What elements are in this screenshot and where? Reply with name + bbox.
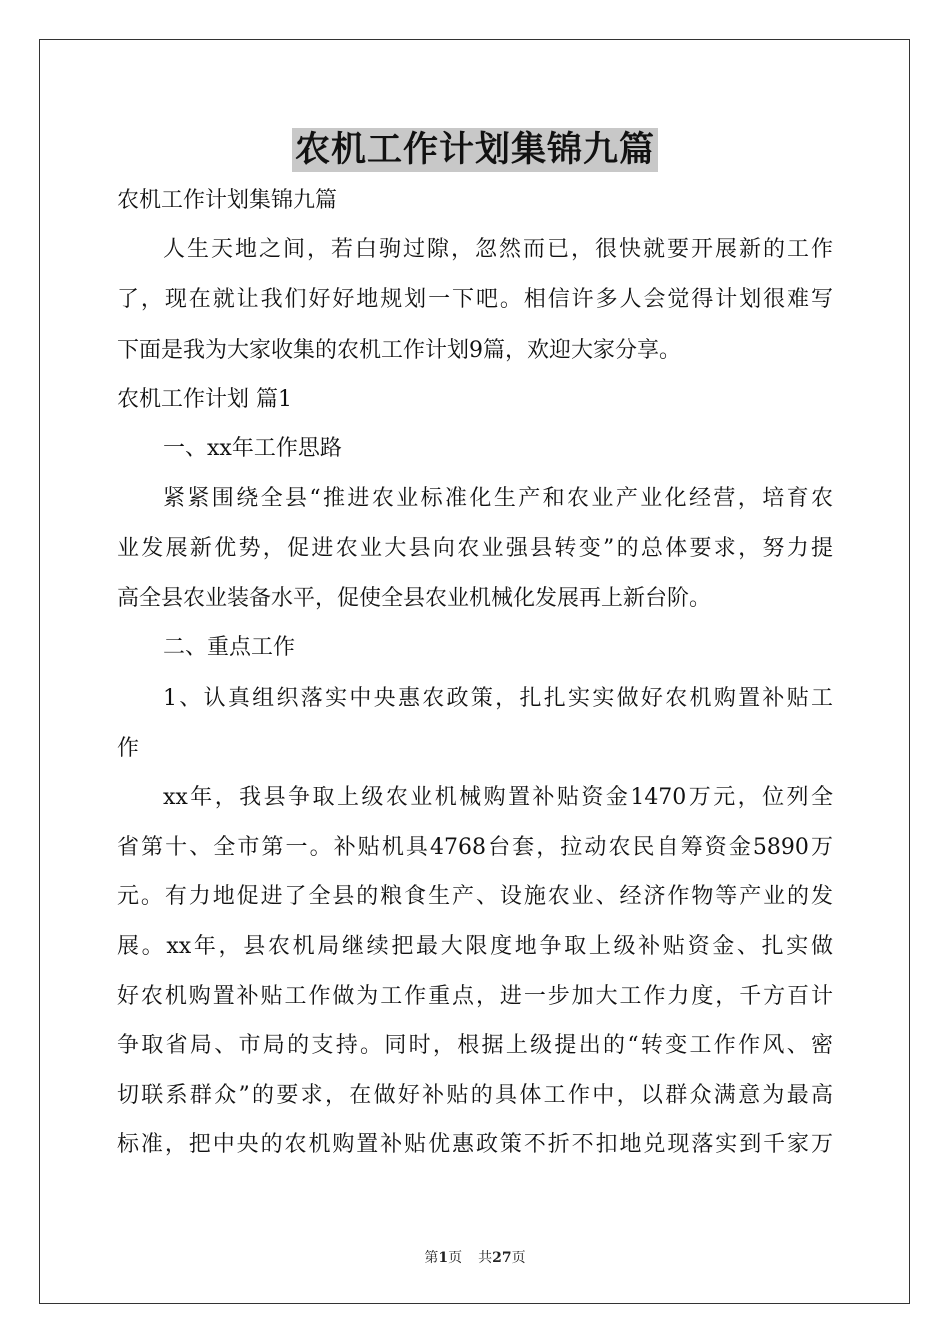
paragraph-line: 紧紧围绕全县“推进农业标准化生产和农业产业化经营，培育农	[163, 486, 833, 511]
paragraph-line: 业发展新优势，促进农业大县向农业强县转变”的总体要求，努力提	[117, 536, 833, 561]
section-heading: 农机工作计划 篇1	[117, 387, 292, 412]
paragraph-line: 作	[117, 736, 140, 761]
paragraph-line: 了，现在就让我们好好地规划一下吧。相信许多人会觉得计划很难写	[117, 287, 833, 312]
paragraph-line: 下面是我为大家收集的农机工作计划9篇，欢迎大家分享。	[117, 338, 681, 363]
document-title: 农机工作计划集锦九篇	[292, 128, 658, 172]
total-suffix: 页	[511, 1250, 526, 1266]
paragraph-line: 好农机购置补贴工作做为工作重点，进一步加大工作力度，千方百计	[117, 984, 833, 1009]
paragraph-line: 省第十、全市第一。补贴机具4768台套，拉动农民自筹资金5890万	[117, 835, 833, 860]
paragraph-line: 人生天地之间，若白驹过隙，忽然而已，很快就要开展新的工作	[163, 237, 833, 262]
page-border	[39, 39, 910, 1304]
paragraph-line: 争取省局、市局的支持。同时，根据上级提出的“转变工作作风、密	[117, 1033, 833, 1058]
page-number: 1	[438, 1250, 449, 1266]
page-footer	[0, 1249, 950, 1267]
paragraph-line: 切联系群众”的要求，在做好补贴的具体工作中，以群众满意为最高	[117, 1083, 833, 1108]
page-prefix: 第	[424, 1250, 439, 1266]
paragraph-line: 元。有力地促进了全县的粮食生产、设施农业、经济作物等产业的发	[117, 884, 833, 909]
subsection-heading: 二、重点工作	[163, 635, 296, 660]
paragraph-line: xx年，我县争取上级农业机械购置补贴资金1470万元，位列全	[163, 785, 833, 810]
paragraph-line: 1、认真组织落实中央惠农政策，扎扎实实做好农机购置补贴工	[163, 686, 833, 711]
total-prefix: 共	[478, 1250, 493, 1266]
document-subtitle: 农机工作计划集锦九篇	[117, 188, 338, 213]
page-suffix: 页	[448, 1250, 463, 1266]
paragraph-line: 高全县农业装备水平，促使全县农业机械化发展再上新台阶。	[117, 586, 712, 611]
paragraph-line: 展。xx年，县农机局继续把最大限度地争取上级补贴资金、扎实做	[117, 934, 833, 959]
total-pages: 27	[492, 1250, 512, 1266]
subsection-heading: 一、xx年工作思路	[163, 436, 342, 461]
paragraph-line: 标准，把中央的农机购置补贴优惠政策不折不扣地兑现落实到千家万	[117, 1132, 833, 1157]
title-container	[0, 128, 950, 172]
